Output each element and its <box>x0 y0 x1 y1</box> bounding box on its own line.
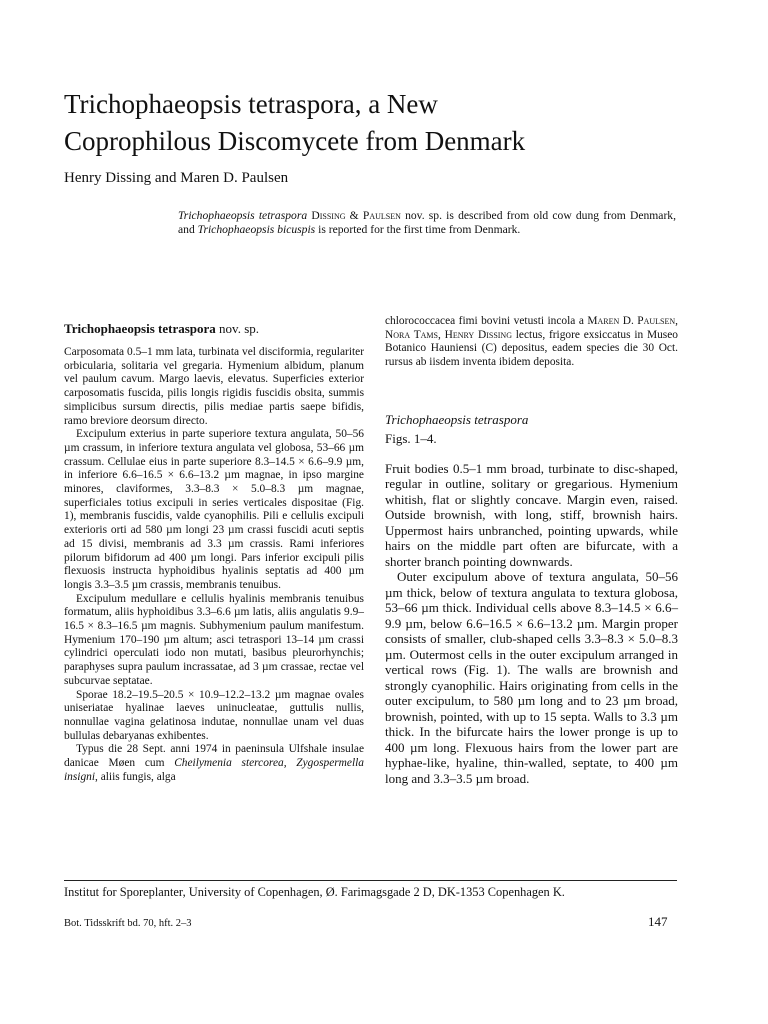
latin-collectors: Maren D. Paulsen, Nora Tams, Henry Dissing <box>385 315 678 341</box>
abstract-text-2: is reported for the first time from Denmark. <box>315 223 521 237</box>
journal-citation: Bot. Tidsskrift bd. 70, hft. 2–3 <box>64 918 192 929</box>
latin-heading-suffix: nov. sp. <box>215 321 260 336</box>
article-title <box>64 86 704 160</box>
latin-cont-text-1: chlorococcacea fimi bovini vetusti incola a <box>385 315 588 327</box>
latin-typus-text: Typus die 28 Sept. anni 1974 in paeninsula Ulfshale insulae danicae Møen cum <box>64 743 364 770</box>
latin-heading-species: Trichophaeopsis tetraspora <box>64 321 216 336</box>
latin-paragraph-3: Excipulum medullare e cellulis hyalinis membranis tenuibus formatum, aliis hyphoidibus 3.3–6.6 µm latis, aliis angulatis 9.9–16.5 × 8.3–16.5 µm magnis. Subhymenium paulum manifestum. Hymenium 170–190 µm altum; asci tetraspori 13–14 µm crassi cylindrici operculati iodo non mutati, basibus pleurorhynchis; paraphyses supra paulum incrassatae, ad 3 µm crassae, rectae vel subcurvae septatae. <box>64 592 364 687</box>
title-line-1: Trichophaeopsis tetraspora, a New <box>64 89 438 119</box>
latin-paragraph-5 <box>64 743 364 784</box>
latin-typus-tail: , aliis fungis, alga <box>95 770 176 783</box>
latin-paragraph-2: Excipulum exterius in parte superiore textura angulata, 50–56 µm crassum, in inferiore textura angulata vel globosa, 53–66 µm crassum. Cellulae eius in parte superiore 8.3–14.5 × 6.6–9.9 µm, in inferiore 6.6–16.5 × 6.6–13.2 µm magnae, in ipso margine minores, claviformes, 3.3–8.3 × 5.0–8.3 µm magnae, superficiales totius excipuli in series verticales dispositae (Fig. 1), membranis fuscidis, valde cyanophilis. Pili e cellulis excipuli exterioris orti ad 580 µm longi 23 µm crassi fuscidi acuti septis ad 15 divisi, membranis ad 3.3 µm crassis. Rami inferiores pilorum bifidorum ad 400 µm longi. Pars inferior excipuli pilis flexuosis instructa hyphoidibus hyalinis septatis ad 400 µm longis 3.3–3.5 µm crassis, membranis tenuibus. <box>64 428 364 591</box>
latin-heading <box>64 321 364 337</box>
abstract-species-authors: Dissing & Paulsen <box>311 209 401 222</box>
title-line-2: Coprophilous Discomycete from Denmark <box>64 126 526 156</box>
english-paragraph-2: Outer excipulum above of textura angulata, 50–56 µm thick, below of textura angulata to textura globosa, 53–66 µm thick. Individual cells above 8.3–14.5 × 6.6–9.9 µm, below 6.6–16.5 × 6.6–13.2 µm. Margin proper consists of smaller, club-shaped cells 3.3–8.3 × 5.0–8.3 µm. Outermost cells in the outer excipulum arranged in vertical rows (Fig. 1). The walls are brownish and strongly cyanophilic. Hairs originating from cells in the outer excipulum, to 580 µm long and to 23 µm broad, brownish, pointed, with up to 15 septa. Walls to 3.3 µm thick. In the bifurcate hairs the lower pronge is up to 400 µm long. Flexuous hairs from the lower part are hyphae-like, hyaline, thin-walled, septate, to 400 µm long and 3.3–3.5 µm broad. <box>385 569 678 786</box>
abstract-text-1: nov. sp. is described from old cow dung from Denmark, and <box>178 209 677 237</box>
english-heading: Trichophaeopsis tetraspora <box>385 411 529 427</box>
abstract-species-1: Trichophaeopsis tetraspora <box>178 209 308 222</box>
latin-cont-text-2: lectus, frigore exsiccatus in Museo Botanico Hauniensi (C) depositus, eadem species die 30 Oct. rursus ab iisdem inventa ibidem deposita. <box>385 328 678 369</box>
abstract <box>178 209 676 238</box>
figures-reference: Figs. 1–4. <box>385 430 437 446</box>
institute-affiliation: Institut for Sporeplanter, University of Copenhagen, Ø. Farimagsgade 2 D, DK-1353 Copenhagen K. <box>64 885 565 899</box>
latin-continuation <box>385 315 678 370</box>
latin-paragraph-4: Sporae 18.2–19.5–20.5 × 10.9–12.2–13.2 µm magnae ovales uniseriatae hyalinae laeves uninucleatae, guttulis nullis, nonnullae vagina gelatinosa indutae, nonnullae unam vel duas bullulas debaryanas exhibentes. <box>64 688 364 742</box>
latin-description-column <box>64 321 364 785</box>
latin-paragraph-1: Carposomata 0.5–1 mm lata, turbinata vel disciformia, regulariter orbicularia, solitaria vel gregaria. Hymenium albidum, planum vel paulum cavum. Margo laevis, elevatus. Superficies exterior carposomatis fuscida, pilis longis rigidis fuscidis obsita, summis simplicibus sursum directis, pilis mediae partis saepe bifidis, ramo breviore deorsum directo. <box>64 346 364 427</box>
authors: Henry Dissing and Maren D. Paulsen <box>64 170 289 186</box>
abstract-species-2: Trichophaeopsis bicuspis <box>197 223 316 237</box>
page-number: 147 <box>648 914 668 929</box>
english-description <box>385 461 678 787</box>
english-paragraph-1: Fruit bodies 0.5–1 mm broad, turbinate to disc-shaped, regular in outline, solitary or gregarious. Hymenium whitish, flat or slightly concave. Margin even, raised. Outside brownish, with long, stiff, brownish hairs. Uppermost hairs unbranched, pointing upwards, while hairs on the middle part often are bifurcate, with a shorter branch pointing downwards. <box>385 460 678 569</box>
footer-divider <box>64 880 677 881</box>
latin-typus-species: Cheilymenia stercorea, Zygospermella insigni <box>64 757 364 783</box>
right-column <box>385 315 678 786</box>
